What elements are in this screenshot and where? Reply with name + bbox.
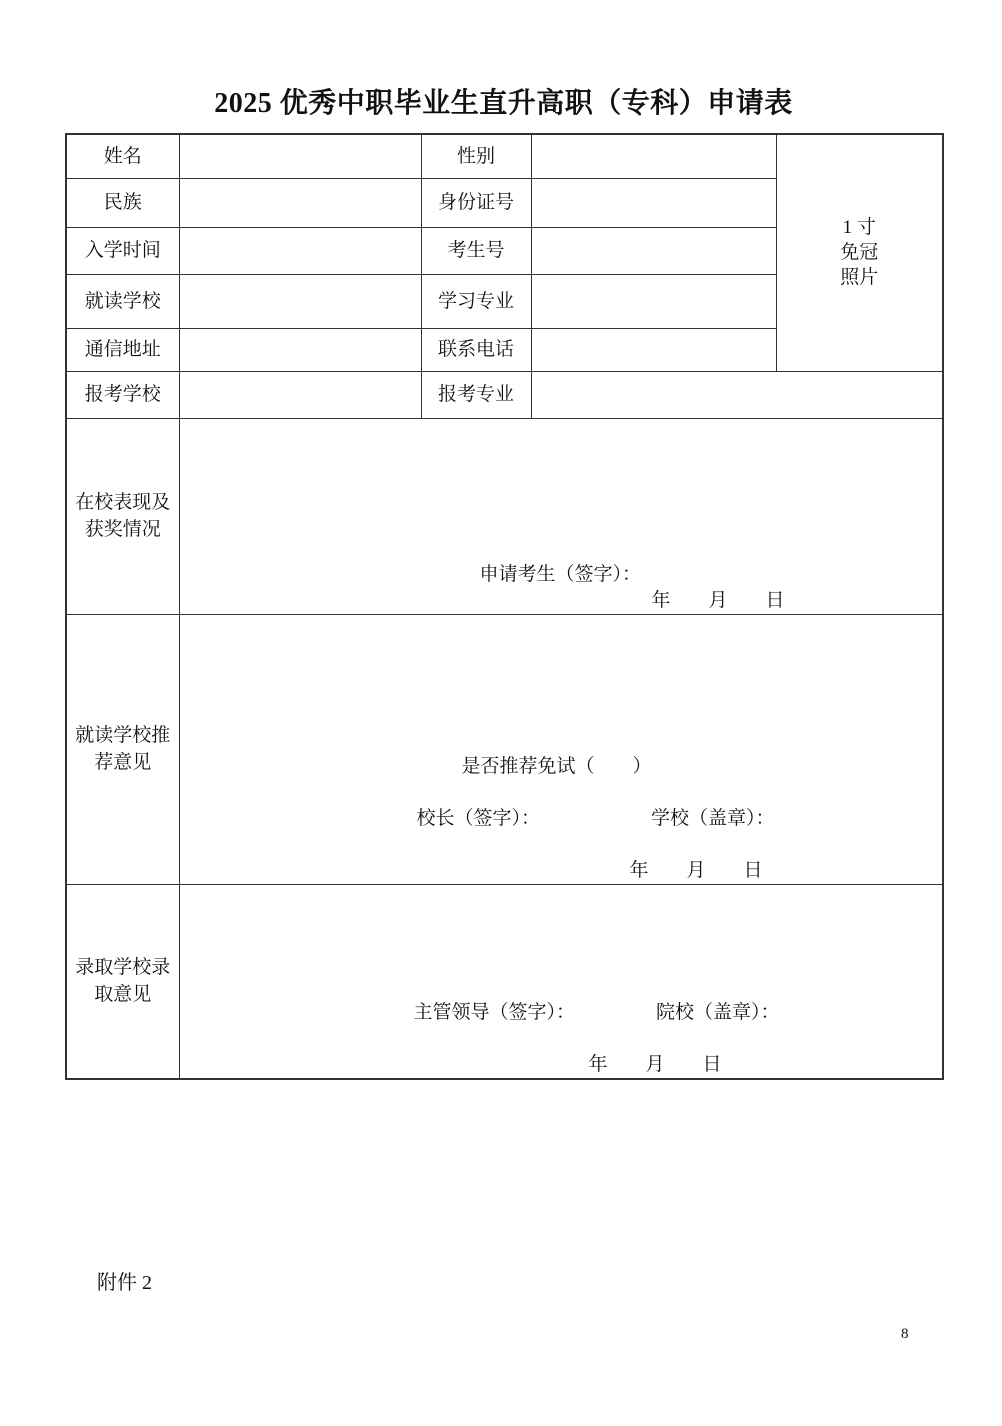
school-seal-label: 学校（盖章）： [651,807,775,829]
leader-signature-label: 主管领导（签字）： [413,1002,576,1023]
recommendation-label-line2: 荐意见 [94,752,152,773]
ethnicity-value-cell [179,178,421,227]
id-number-value-cell [531,178,776,227]
id-number-label: 身份证号 [421,178,531,227]
attachment-note: 附件 2 [97,1272,152,1294]
page-number: 8 [901,1326,909,1342]
admission-content-cell [179,884,943,1079]
recommendation-signature-line [180,780,943,858]
ethnicity-label: 民族 [66,178,179,227]
gender-label: 性别 [421,134,531,178]
form-title: 2025 优秀中职毕业生直升高职（专科）申请表 [214,88,793,119]
recommendation-content-cell [179,614,943,884]
study-major-value-cell [531,274,776,328]
performance-label-line2: 获奖情况 [84,519,161,540]
applied-major-label: 报考专业 [421,371,531,418]
recommendation-section-label [66,614,179,884]
enrollment-time-value-cell [179,227,421,274]
application-form-table [65,133,944,1080]
admission-label-line2: 取意见 [94,984,152,1006]
performance-date-line: 年 月 日 [651,589,785,611]
contact-phone-value-cell [531,328,776,371]
gender-value-cell [531,134,776,178]
performance-section-label [66,418,179,614]
name-value-cell [179,134,421,178]
candidate-number-label: 考生号 [421,227,531,274]
performance-label-line1: 在校表现及 [75,492,171,513]
admission-date-line: 年 月 日 [588,1054,722,1075]
applied-major-value-cell [531,371,943,418]
contact-phone-label: 联系电话 [421,328,531,371]
photo-text-line2: 免冠 [840,242,879,264]
admission-signature-line [180,974,943,1052]
candidate-number-value-cell [531,227,776,274]
recommendation-label-line1: 就读学校推 [75,725,171,746]
applied-school-label: 报考学校 [66,371,179,418]
recommendation-section-row [66,614,943,884]
admission-label-line1: 录取学校录 [75,957,171,979]
study-major-label: 学习专业 [421,274,531,328]
table-row [66,371,943,418]
current-school-value-cell [179,274,421,328]
applied-school-value-cell [179,371,421,418]
recommendation-date-line: 年 月 日 [629,859,763,881]
name-label: 姓名 [66,134,179,178]
enrollment-time-label: 入学时间 [66,227,179,274]
principal-signature-label: 校长（签字）： [416,807,541,829]
photo-text-line1: 1 寸 [842,217,876,239]
current-school-label: 就读学校 [66,274,179,328]
photo-instruction-text [777,215,943,290]
exemption-recommendation-line: 是否推荐免试（ ） [461,755,652,777]
performance-content-cell [179,418,943,614]
admission-section-label [66,884,179,1079]
performance-section-row [66,418,943,614]
photo-placeholder-cell [776,134,943,371]
college-seal-label: 院校（盖章）： [656,1002,780,1023]
mailing-address-label: 通信地址 [66,328,179,371]
admission-section-row [66,884,943,1079]
table-row [66,134,943,178]
applicant-signature-line: 申请考生（签字）： [479,563,642,585]
mailing-address-value-cell [179,328,421,371]
photo-text-line3: 照片 [840,267,879,289]
